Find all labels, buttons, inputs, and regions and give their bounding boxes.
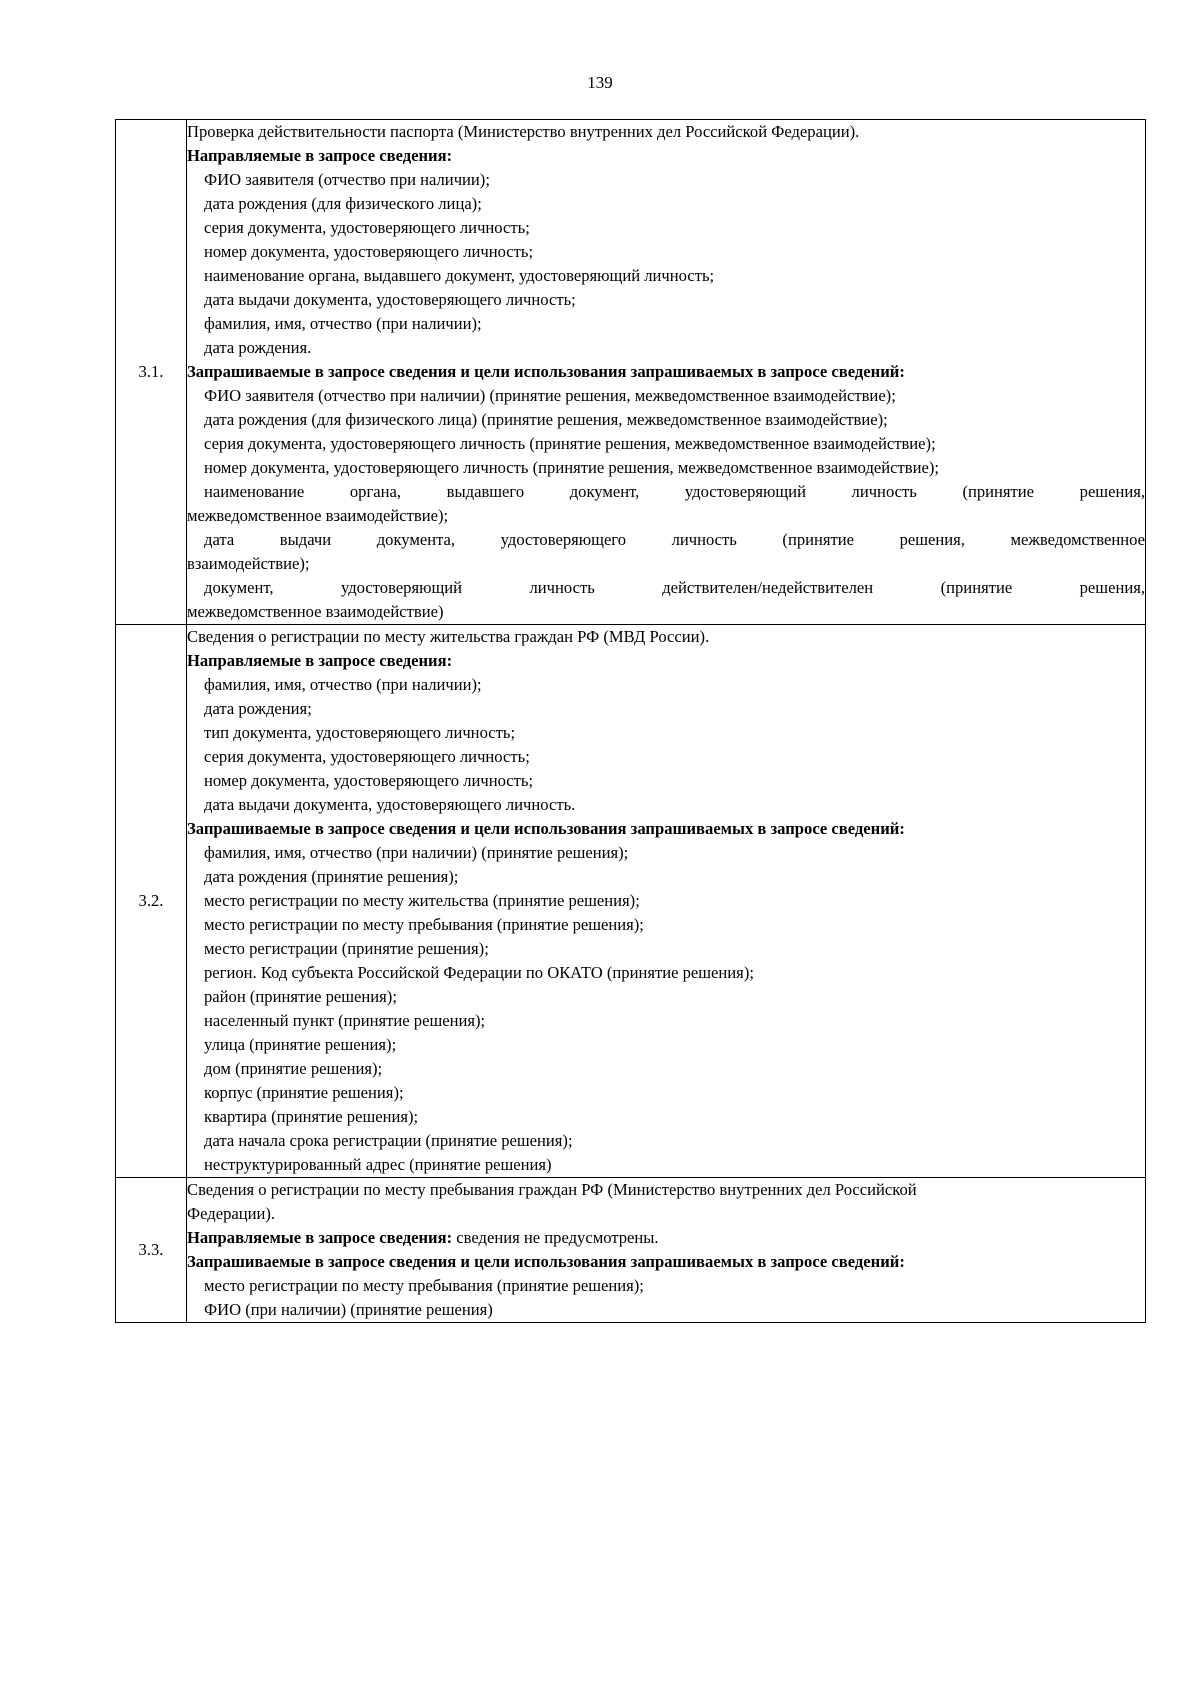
- row-number: 3.1.: [116, 120, 187, 625]
- sent-heading: Направляемые в запросе сведения:: [187, 651, 453, 670]
- list-item-wrapped-second: межведомственное взаимодействие);: [187, 506, 449, 525]
- list-item: дата рождения (принятие решения);: [204, 867, 459, 886]
- list-item: наименование органа, выдавшего документ, удостоверяющий личность;: [204, 266, 715, 285]
- list-item-wrapped-first: дата выдачи документа, удостоверяющего личность (принятие решения, межведомственное: [204, 530, 1145, 549]
- sent-heading: Направляемые в запросе сведения:: [187, 146, 453, 165]
- list-item: место регистрации по месту пребывания (принятие решения);: [204, 915, 644, 934]
- list-item: неструктурированный адрес (принятие решения): [204, 1155, 552, 1174]
- requested-heading: Запрашиваемые в запросе сведения и цели использования запрашиваемых в запросе сведений:: [187, 819, 905, 838]
- list-item: фамилия, имя, отчество (при наличии);: [204, 675, 482, 694]
- list-item: корпус (принятие решения);: [204, 1083, 404, 1102]
- list-item-wrapped-first: документ, удостоверяющий личность действителен/недействителен (принятие решения,: [204, 578, 1145, 597]
- list-item: дата рождения (для физического лица) (принятие решения, межведомственное взаимодействие);: [204, 410, 888, 429]
- page-number: 139: [587, 73, 613, 92]
- row-content: [187, 1178, 1146, 1323]
- list-item: фамилия, имя, отчество (при наличии);: [204, 314, 482, 333]
- row-title-line1: Сведения о регистрации по месту пребывания граждан РФ (Министерство внутренних дел Российской: [187, 1180, 917, 1199]
- list-item: дата рождения.: [204, 338, 312, 357]
- row-number: 3.2.: [116, 625, 187, 1178]
- row-title: Проверка действительности паспорта (Министерство внутренних дел Российской Федерации).: [187, 122, 860, 141]
- list-item: место регистрации по месту пребывания (принятие решения);: [204, 1276, 644, 1295]
- list-item: фамилия, имя, отчество (при наличии) (принятие решения);: [204, 843, 629, 862]
- table-row: [116, 120, 1146, 625]
- list-item: район (принятие решения);: [204, 987, 397, 1006]
- list-item: номер документа, удостоверяющего личность;: [204, 242, 534, 261]
- requested-heading: Запрашиваемые в запросе сведения и цели использования запрашиваемых в запросе сведений:: [187, 362, 905, 381]
- list-item: серия документа, удостоверяющего личность (принятие решения, межведомственное взаимодействие);: [204, 434, 936, 453]
- list-item: квартира (принятие решения);: [204, 1107, 419, 1126]
- row-number: 3.3.: [116, 1178, 187, 1323]
- requests-table: [115, 119, 1146, 1323]
- list-item-wrapped-second: межведомственное взаимодействие): [187, 602, 444, 621]
- list-item-wrapped-second: взаимодействие);: [187, 554, 310, 573]
- list-item: дата рождения (для физического лица);: [204, 194, 482, 213]
- list-item: регион. Код субъекта Российской Федерации по ОКАТО (принятие решения);: [204, 963, 754, 982]
- list-item: ФИО заявителя (отчество при наличии);: [204, 170, 490, 189]
- list-item: серия документа, удостоверяющего личность;: [204, 218, 530, 237]
- requested-heading: Запрашиваемые в запросе сведения и цели использования запрашиваемых в запросе сведений:: [187, 1252, 905, 1271]
- list-item: дата выдачи документа, удостоверяющего личность.: [204, 795, 576, 814]
- row-content: [187, 120, 1146, 625]
- row-content: [187, 625, 1146, 1178]
- row-title: Сведения о регистрации по месту жительства граждан РФ (МВД России).: [187, 627, 710, 646]
- list-item-wrapped-first: наименование органа, выдавшего документ, удостоверяющий личность (принятие решения,: [204, 482, 1145, 501]
- sent-inline-text: сведения не предусмотрены.: [452, 1228, 659, 1247]
- list-item: населенный пункт (принятие решения);: [204, 1011, 486, 1030]
- table-row: [116, 1178, 1146, 1323]
- list-item: номер документа, удостоверяющего личность;: [204, 771, 534, 790]
- list-item: ФИО (при наличии) (принятие решения): [204, 1300, 493, 1319]
- list-item: дата начала срока регистрации (принятие решения);: [204, 1131, 573, 1150]
- list-item: серия документа, удостоверяющего личность;: [204, 747, 530, 766]
- sent-line: [187, 1226, 1145, 1250]
- list-item: улица (принятие решения);: [204, 1035, 397, 1054]
- list-item: место регистрации по месту жительства (принятие решения);: [204, 891, 640, 910]
- list-item: дата выдачи документа, удостоверяющего личность;: [204, 290, 576, 309]
- list-item: ФИО заявителя (отчество при наличии) (принятие решения, межведомственное взаимодействие);: [204, 386, 896, 405]
- list-item: тип документа, удостоверяющего личность;: [204, 723, 516, 742]
- list-item: дом (принятие решения);: [204, 1059, 383, 1078]
- table-row: [116, 625, 1146, 1178]
- sent-heading: Направляемые в запросе сведения:: [187, 1228, 453, 1247]
- list-item: номер документа, удостоверяющего личность (принятие решения, межведомственное взаимодействие);: [204, 458, 939, 477]
- row-title-line2: Федерации).: [187, 1204, 276, 1223]
- list-item: место регистрации (принятие решения);: [204, 939, 489, 958]
- list-item: дата рождения;: [204, 699, 312, 718]
